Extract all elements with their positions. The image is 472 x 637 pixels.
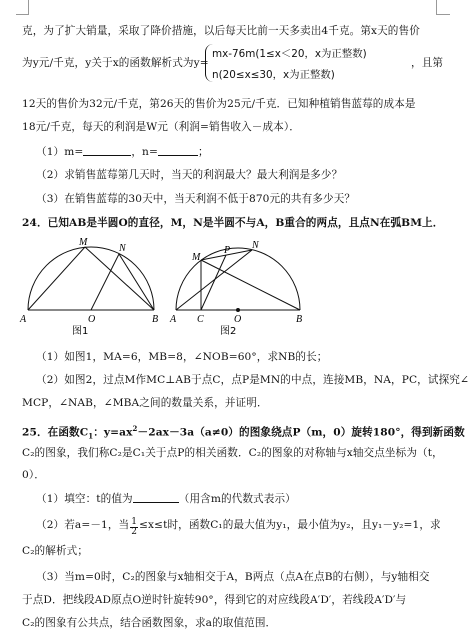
p1-line-1: 克，为了扩大销量，采取了降价措施，以后每天比前一天多卖出4千克。第x天的售价 bbox=[22, 25, 420, 37]
p1-line-4: 18元/千克，每天的利润是W元（利润=销售收入－成本）． bbox=[22, 121, 300, 133]
fig1-NB bbox=[119, 254, 154, 310]
corner-mark-right bbox=[436, 0, 437, 14]
p25-line-1 bbox=[22, 422, 465, 444]
fig1-caption: 图1 bbox=[72, 326, 89, 337]
fig1-label-B: B bbox=[152, 314, 159, 325]
p25-q1-label: （1）填空：t的值为 bbox=[36, 493, 133, 505]
p1-question-2: （2）求销售蓝莓第几天时，当天的利润最大？最大利润是多少？ bbox=[36, 169, 343, 181]
p1-question-1 bbox=[36, 144, 456, 159]
corner-mark-left bbox=[28, 0, 29, 14]
fig2-label-P: P bbox=[224, 245, 231, 256]
p1-line-2a: 为y元/千克，y关于x的函数解析式为y= bbox=[22, 57, 209, 69]
p25-l1sup: 2 bbox=[132, 424, 138, 433]
fig2-PC bbox=[201, 255, 226, 310]
fig2-label-B: B bbox=[296, 314, 303, 325]
fig2-label-N: N bbox=[252, 240, 259, 251]
fig2-caption: 图2 bbox=[220, 326, 237, 337]
q1-n-label: ，n= bbox=[131, 146, 158, 158]
fig1-semicircle bbox=[28, 247, 154, 310]
fig2-point-O bbox=[236, 308, 240, 312]
fig2-label-M: M bbox=[192, 252, 201, 263]
piecewise-case-2: n(20≤x≤30，x为正整数) bbox=[212, 69, 335, 81]
fraction-denominator: 2 bbox=[131, 527, 138, 537]
figure-2 bbox=[168, 230, 308, 338]
corner-mark-left-h bbox=[16, 14, 29, 15]
fig1-ON bbox=[91, 254, 119, 310]
figure-1 bbox=[18, 230, 168, 338]
p24-question-2a: （2）如图2，过点M作MC⊥AB于点C，点P是MN的中点，连接MB，NA，PC，试探究∠ bbox=[36, 374, 469, 386]
fig2-label-O: O bbox=[234, 314, 242, 325]
p25-l1c: －2ax－3a（a≠0）的图象绕点P（m，0）旋转180°，得到新函数 bbox=[137, 426, 465, 439]
p25-question-1 bbox=[36, 491, 456, 506]
p25-question-3c: C₂的图象有公共点，结合函数图象，求a的取值范围． bbox=[22, 617, 277, 629]
fig2-label-C: C bbox=[197, 314, 204, 325]
fraction-numerator: 1 bbox=[131, 517, 138, 527]
q1-end: ； bbox=[197, 146, 209, 158]
p1-line-3: 12天的售价为32元/千克，第26天的售价为25元/千克．已知种植销售蓝莓的成本是 bbox=[22, 98, 416, 110]
p25-question-3b: 于点D．把线段AD原点O逆时针旋转90°，得到它的对应线段A′D′，若线段A′D′与 bbox=[22, 594, 407, 606]
q1-m-label: （1）m= bbox=[36, 146, 84, 158]
p25-line-2: C₂的图象，我们称C₂是C₁关于点P的相关函数．C₂的图象的对称轴与x轴交点坐标为（t， bbox=[22, 447, 443, 459]
p24-question-1: （1）如图1，MA=6，MB=8，∠NOB=60°，求NB的长； bbox=[36, 351, 328, 363]
p25-question-3a: （3）当m=0时，C₂的图象与x轴相交于A，B两点（点A在点B的右侧），与y轴相交 bbox=[36, 571, 430, 583]
p1-question-3: （3）在销售蓝莓的30天中，当天利润不低于870元的共有多少天？ bbox=[36, 193, 356, 205]
p25-l1a: 25．在函数C bbox=[22, 426, 89, 439]
fig2-label-A: A bbox=[170, 314, 177, 325]
fig1-label-N: N bbox=[119, 243, 126, 254]
p24-statement: 24．已知AB是半圆O的直径，M，N是半圆不与A，B重合的两点，且点N在弧BM上． bbox=[22, 217, 444, 229]
p25-question-2 bbox=[36, 518, 456, 537]
p25-line-3: 0）． bbox=[22, 469, 45, 481]
p24-question-2b: MCP，∠NAB，∠MBA之间的数量关系，并证明． bbox=[22, 397, 268, 409]
piecewise-case-1: mx-76m(1≤x＜20，x为正整数) bbox=[212, 48, 367, 60]
q1-n-blank bbox=[158, 144, 198, 156]
p25-q1-note: （用含m的代数式表示） bbox=[178, 493, 296, 505]
p25-q2b: ≤x≤t时，函数C₁的最大值为y₁，最小值为y₂，且y₁－y₂=1，求 bbox=[139, 519, 441, 531]
p25-l1b: ：y=ax bbox=[93, 426, 133, 439]
p25-q1-blank bbox=[133, 491, 179, 503]
fig2-MB bbox=[201, 260, 300, 310]
fig1-label-O: O bbox=[88, 314, 96, 325]
p1-line-2b: ，且第 bbox=[411, 57, 444, 69]
fraction-half bbox=[130, 518, 138, 537]
fig1-label-A: A bbox=[20, 314, 27, 325]
p25-question-2c: C₂的解析式； bbox=[22, 545, 89, 557]
corner-mark-right-h bbox=[436, 14, 450, 15]
p25-l1sub: 1 bbox=[88, 431, 94, 441]
p25-q2a: （2）若a=－1，当 bbox=[36, 519, 130, 531]
fig1-label-M: M bbox=[79, 237, 88, 248]
q1-m-blank bbox=[83, 144, 131, 156]
